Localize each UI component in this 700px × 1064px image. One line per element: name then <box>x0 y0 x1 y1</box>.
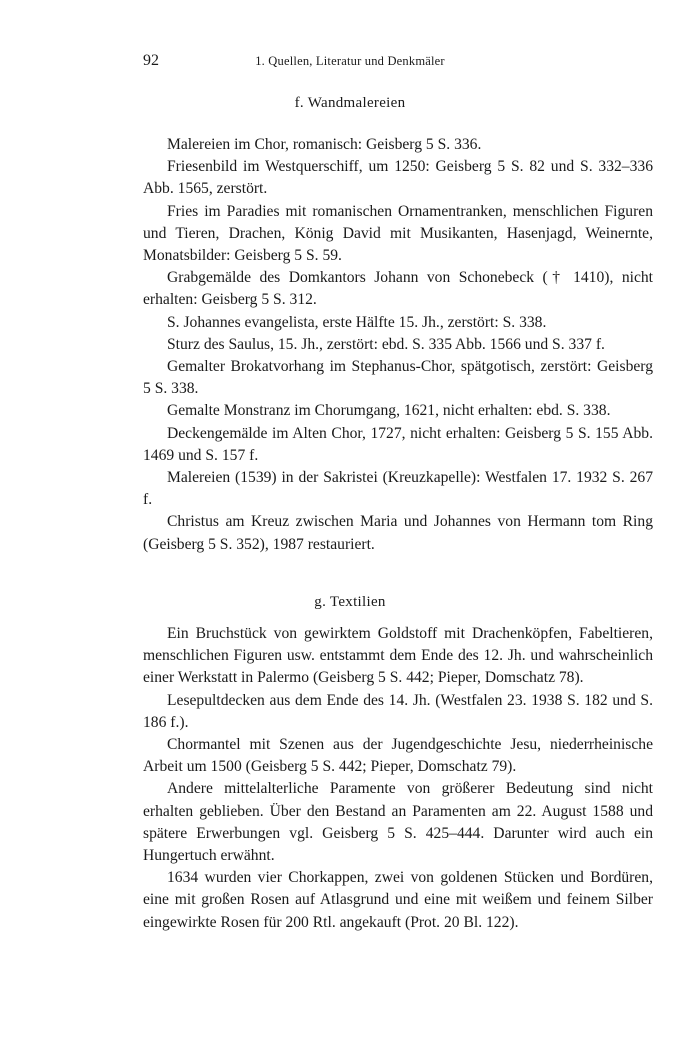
page-number: 92 <box>143 52 159 69</box>
running-head: 1. Quellen, Literatur und Denkmäler <box>255 54 445 68</box>
paragraph: Sturz des Saulus, 15. Jh., zerstört: ebd. S. 335 Abb. 1566 und S. 337 f. <box>167 335 605 353</box>
section-wandmalereien <box>143 134 653 556</box>
paragraph: Fries im Paradies mit romanischen Ornamentranken, menschlichen Figuren und Tieren, Drachen, König David mit Musikanten, Hasenjagd, Weinernte, Monatsbilder: Geisberg 5 S. 59. <box>143 202 653 265</box>
section-textilien <box>143 623 653 934</box>
paragraph: Deckengemälde im Alten Chor, 1727, nicht erhalten: Geisberg 5 S. 155 Abb. 1469 und S. 157 f. <box>143 424 653 464</box>
paragraph: Malereien (1539) in der Sakristei (Kreuzkapelle): Westfalen 17. 1932 S. 267 f. <box>143 469 653 509</box>
section-title: f. Wandmalereien <box>294 95 406 111</box>
paragraph: Gemalter Brokatvorhang im Stephanus-Chor, spätgotisch, zerstört: Geisberg 5 S. 338. <box>143 358 653 398</box>
paragraph: Ein Bruchstück von gewirktem Goldstoff mit Drachenköpfen, Fabeltieren, menschlichen Figuren usw. entstammt dem Ende des 12. Jh. und wahrscheinlich einer Werkstatt in Palermo (Geisberg 5 S. 442; Pieper, Domschatz 78). <box>143 625 653 687</box>
paragraph: Gemalte Monstranz im Chorumgang, 1621, nicht erhalten: ebd. S. 338. <box>167 402 611 420</box>
paragraph: 1634 wurden vier Chorkappen, zwei von goldenen Stücken und Bordüren, eine mit großen Rosen auf Atlasgrund und eine mit weißem und feinem Silber eingewirkte Rosen für 200 Rtl. angekauft (Prot. 20 Bl. 122). <box>143 869 653 931</box>
paragraph: Andere mittelalterliche Paramente von größerer Bedeutung sind nicht erhalten geblieben. Über den Bestand an Paramenten am 22. August 1588 und spätere Erwerbungen vgl. Geisberg 5 S. 425–444. Darunter wird auch ein Hungertuch erwähnt. <box>143 780 653 865</box>
paragraph: Malereien im Chor, romanisch: Geisberg 5 S. 336. <box>167 136 482 153</box>
paragraph: Grabgemälde des Domkantors Johann von Schonebeck († 1410), nicht erhalten: Geisberg 5 S. 312. <box>143 269 653 309</box>
paragraph: Chormantel mit Szenen aus der Jugendgeschichte Jesu, niederrheinische Arbeit um 1500 (Geisberg 5 S. 442; Pieper, Domschatz 79). <box>143 736 653 776</box>
paragraph: S. Johannes evangelista, erste Hälfte 15. Jh., zerstört: S. 338. <box>167 313 547 331</box>
section-title: g. Textilien <box>314 594 386 610</box>
paragraph: Christus am Kreuz zwischen Maria und Johannes von Hermann tom Ring (Geisberg 5 S. 352), 1987 restauriert. <box>143 513 653 553</box>
paragraph: Friesenbild im Westquerschiff, um 1250: Geisberg 5 S. 82 und S. 332–336 Abb. 1565, zerstört. <box>143 158 653 198</box>
paragraph: Lesepultdecken aus dem Ende des 14. Jh. (Westfalen 23. 1938 S. 182 und S. 186 f.). <box>143 691 653 731</box>
